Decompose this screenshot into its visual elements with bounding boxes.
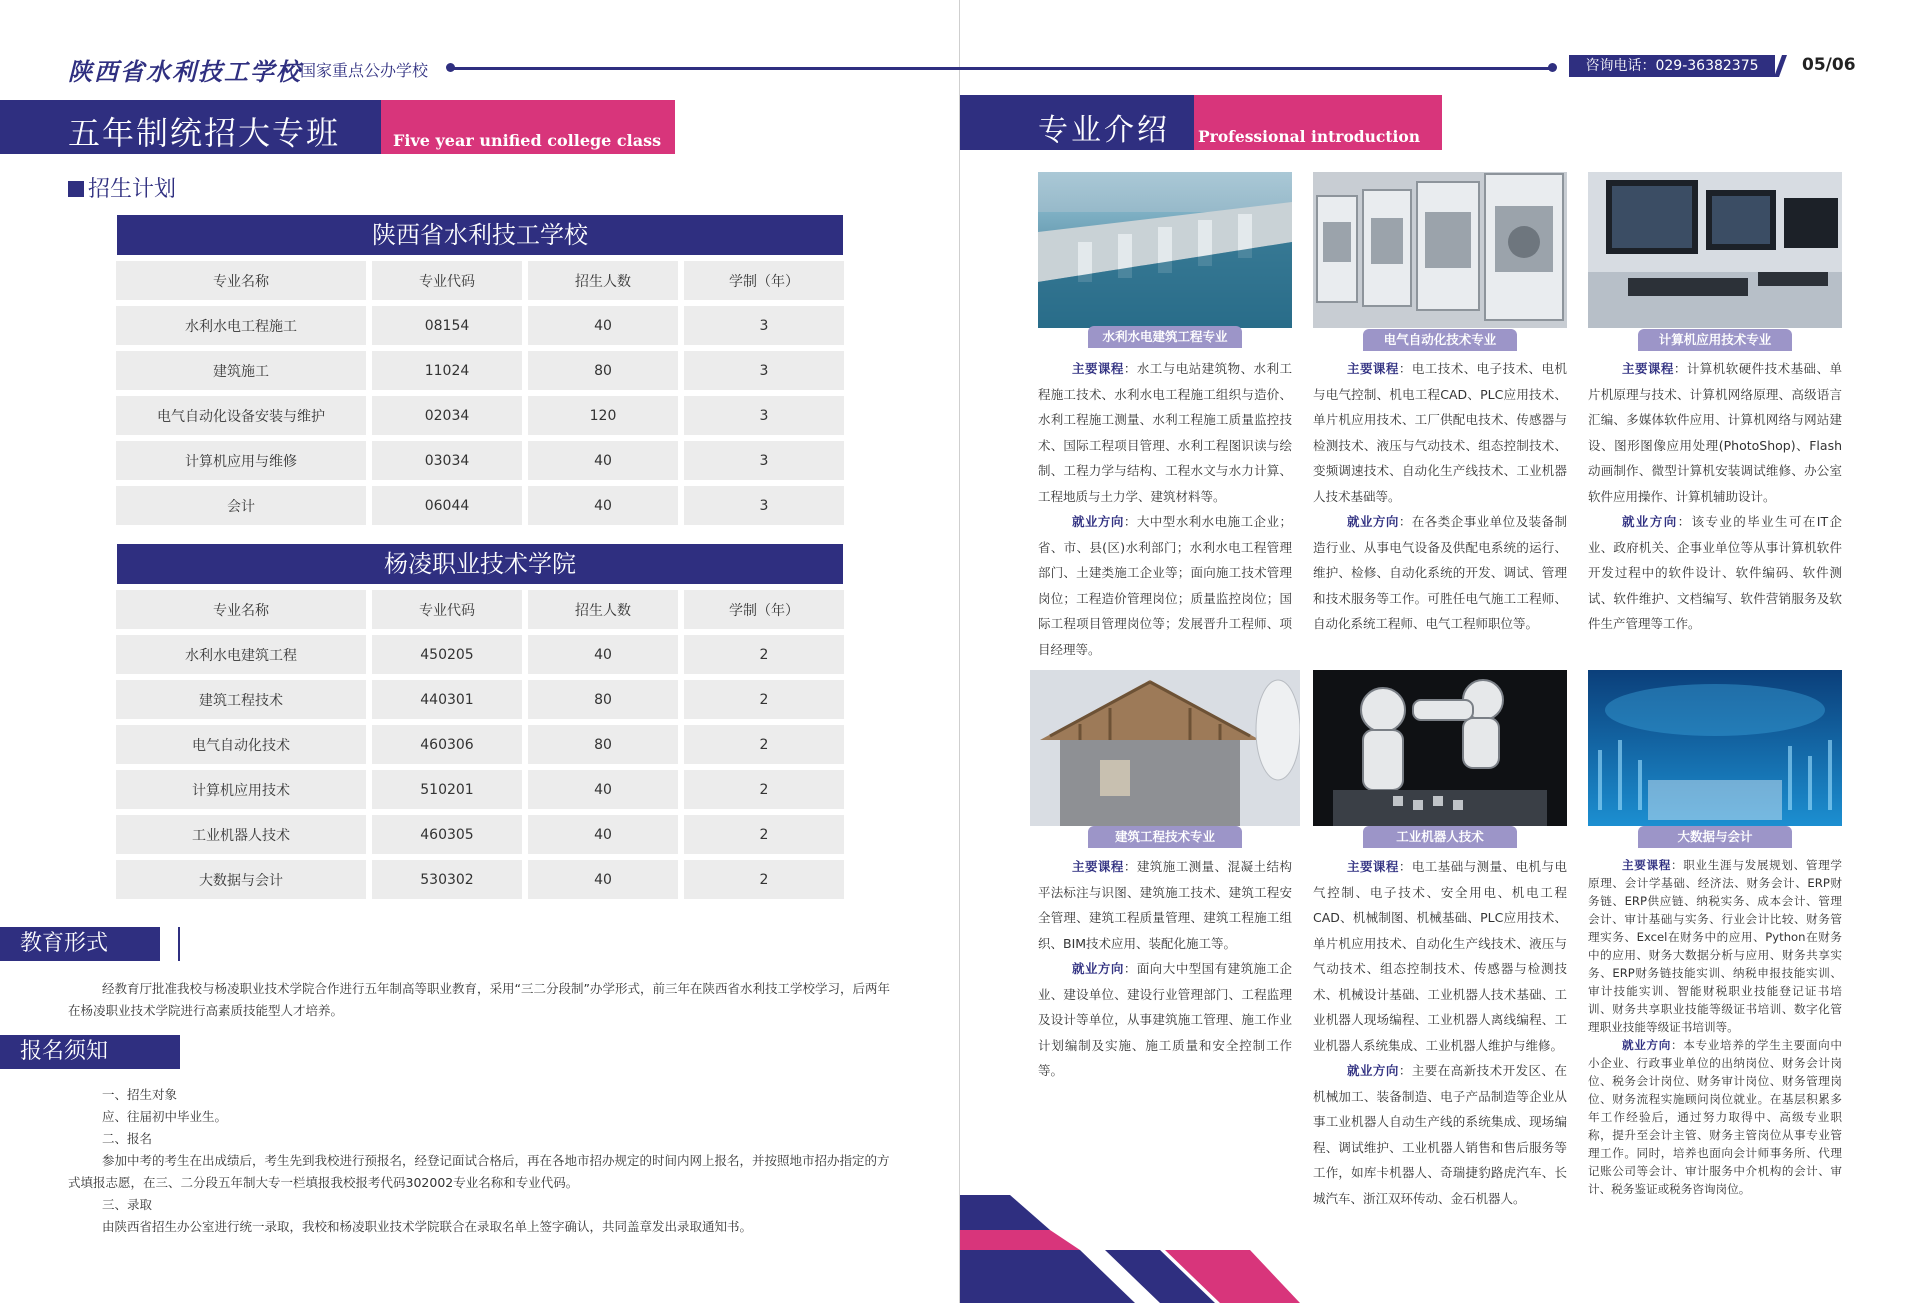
table-cell: 40 xyxy=(528,770,678,809)
major-description: 主要课程：水工与电站建筑物、水利工程施工技术、水利水电工程施工组织与造价、水利工程施工测量、水利工程施工质量监控技术、国际工程项目管理、水利工程图识读与绘制、工程力学与结构、工程水文与水力计算、工程地质与土力学、建筑材料等。 就业方向：大中型水利水电施工企业；省、市、县(区)水利部门；水利水电工程管理部门、土建类施工企业等；面向施工技术管理岗位；工程造价管理岗位；质量监控岗位；国际工程项目管理岗位等；发展晋升工程师、项目经理等。 xyxy=(1038,361,1292,657)
table-row xyxy=(116,860,844,899)
decorative-corner-shapes xyxy=(960,1190,1300,1303)
school-tagline: 国家重点公办学校 xyxy=(300,61,429,80)
table-cell: 11024 xyxy=(372,351,522,390)
table-row xyxy=(116,351,844,390)
table-cell: 2 xyxy=(684,860,844,899)
table-cell: 2 xyxy=(684,635,844,674)
table-cell: 建筑工程技术 xyxy=(116,680,366,719)
table-cell: 02034 xyxy=(372,396,522,435)
education-text: 经教育厅批准我校与杨凌职业技术学院合作进行五年制高等职业教育，采用“三二分段制”办学形式，前三年在陕西省水利技工学校学习，后两年在杨凌职业技术学院进行高素质技能型人才培养。 xyxy=(68,981,890,1018)
major-label: 计算机应用技术专业 xyxy=(1638,329,1792,351)
registration-notes xyxy=(68,1084,894,1238)
table-cell: 120 xyxy=(528,396,678,435)
table-cell: 460306 xyxy=(372,725,522,764)
table-cell: 08154 xyxy=(372,306,522,345)
page-spread-divider xyxy=(959,0,960,1303)
major-description: 主要课程：建筑施工测量、混凝土结构平法标注与识图、建筑施工技术、建筑工程安全管理、建筑工程质量管理、建筑工程施工组织、BIM技术应用、装配化施工等。 就业方向：面向大中型国有建筑施工企业、建设单位、建设行业管理部门、工程监理及设计等单位，从事建筑施工管理、施工作业计划编制及实施、施工质量和安全控制工作等。 xyxy=(1038,859,1292,1078)
square-bullet-icon xyxy=(68,181,84,197)
table-cell: 电气自动化设备安装与维护 xyxy=(116,396,366,435)
section-banner-right xyxy=(960,95,1194,150)
banner-title-cn: 专业介绍 xyxy=(1038,113,1170,148)
reg-line: 三、录取 xyxy=(102,1197,153,1212)
slash-divider xyxy=(1774,55,1787,77)
table-cell: 40 xyxy=(528,441,678,480)
table-cell: 40 xyxy=(528,486,678,525)
education-heading: 教育形式 xyxy=(0,927,180,961)
enrollment-table-yangling xyxy=(110,584,850,905)
banner-title-en: Professional introduction xyxy=(1198,127,1420,146)
electrical-cabinets-image xyxy=(1313,172,1567,328)
table-cell: 510201 xyxy=(372,770,522,809)
table-cell: 2 xyxy=(684,680,844,719)
table-row xyxy=(116,306,844,345)
reg-line: 由陕西省招生办公室进行统一录取，我校和杨凌职业技术学院联合在录取名单上签字确认，共同盖章发出录取通知书。 xyxy=(102,1219,753,1234)
table-cell: 40 xyxy=(528,815,678,854)
major-description: 主要课程：电工基础与测量、电机与电气控制、电子技术、安全用电、机电工程CAD、机械制图、机械基础、PLC应用技术、单片机应用技术、自动化生产线技术、液压与气动技术、组态控制技术、传感器与检测技术、机械设计基础、工业机器人技术基础、工业机器人现场编程、工业机器人离线编程、工业机器人系统集成、工业机器人维护与维修。 就业方向：主要在高新技术开发区、在机械加工、装备制造、电子产品制造等企业从事工业机器人自动生产线的系统集成、现场编程、调试维护、工业机器人销售和售后服务等工作，如库卡机器人、奇瑞捷豹路虎汽车、长城汽车、浙江双环传动、金石机器人。 xyxy=(1313,859,1567,1206)
industrial-robot-image xyxy=(1313,670,1567,826)
major-label: 电气自动化技术专业 xyxy=(1363,329,1517,351)
table-header-cell: 学制（年） xyxy=(684,590,844,629)
table-cell: 80 xyxy=(528,351,678,390)
table-cell: 40 xyxy=(528,635,678,674)
header-line-dot-right xyxy=(1548,63,1557,72)
reg-line: 应、往届初中毕业生。 xyxy=(102,1109,228,1124)
table-cell: 水利水电工程施工 xyxy=(116,306,366,345)
table-header-cell: 专业代码 xyxy=(372,261,522,300)
table-cell: 80 xyxy=(528,725,678,764)
major-label: 水利水电建筑工程专业 xyxy=(1088,326,1242,348)
table-header-cell: 招生人数 xyxy=(528,590,678,629)
table-cell: 450205 xyxy=(372,635,522,674)
table-cell: 水利水电建筑工程 xyxy=(116,635,366,674)
table-cell: 2 xyxy=(684,725,844,764)
table-cell: 460305 xyxy=(372,815,522,854)
table-cell: 40 xyxy=(528,306,678,345)
table-row xyxy=(116,635,844,674)
enrollment-plan-heading: 招生计划 xyxy=(68,172,176,203)
big-data-image xyxy=(1588,670,1842,826)
table-row xyxy=(116,680,844,719)
banner-title-cn: 五年制统招大专班 xyxy=(68,114,341,152)
section-banner-left xyxy=(0,100,381,154)
table1-title: 陕西省水利技工学校 xyxy=(117,215,843,255)
table-cell: 计算机应用与维修 xyxy=(116,441,366,480)
major-description: 主要课程：电工技术、电子技术、电机与电气控制、机电工程CAD、PLC应用技术、单片机应用技术、工厂供配电技术、传感器与检测技术、液压与气动技术、组态控制技术、变频调速技术、自动化生产线技术、工业机器人技术基础等。 就业方向：在各类企事业单位及装备制造行业、从事电气设备及供配电系统的运行、维护、检修、自动化系统的开发、调试、管理和技术服务等工作。可胜任电气施工工程师、自动化系统工程师、电气工程师职位等。 xyxy=(1313,361,1567,631)
table-cell: 2 xyxy=(684,815,844,854)
major-label: 工业机器人技术 xyxy=(1363,826,1517,848)
table-cell: 80 xyxy=(528,680,678,719)
school-logo: 陕西省水利技工学校 xyxy=(68,57,302,86)
table-cell: 计算机应用技术 xyxy=(116,770,366,809)
table-cell: 工业机器人技术 xyxy=(116,815,366,854)
reg-line: 二、报名 xyxy=(102,1131,153,1146)
reg-line: 参加中考的考生在出成绩后，考生先到我校进行预报名，经登记面试合格后，再在各地市招办规定的时间内网上报名，并按照地市招办指定的方式填报志愿，在三、二分段五年制大专一栏填报我校报考代码302002专业名称和专业代码。 xyxy=(68,1153,890,1190)
table-header-cell: 专业代码 xyxy=(372,590,522,629)
major-label: 建筑工程技术专业 xyxy=(1088,826,1242,848)
table-cell: 电气自动化技术 xyxy=(116,725,366,764)
table-cell: 3 xyxy=(684,486,844,525)
table-cell: 3 xyxy=(684,441,844,480)
major-description: 主要课程：计算机软硬件技术基础、单片机原理与技术、计算机网络原理、高级语言汇编、多媒体软件应用、计算机网络与网站建设、图形图像应用处理(PhotoShop)、Flash动画制作、微型计算机安装调试维修、办公室软件应用操作、计算机辅助设计。 就业方向：该专业的毕业生可在IT企业、政府机关、企事业单位等从事计算机软件开发过程中的软件设计、软件编码、软件测试、软件维护、文档编写、软件营销服务及软件生产管理等工作。 xyxy=(1588,361,1842,631)
table-cell: 40 xyxy=(528,860,678,899)
table-row xyxy=(116,815,844,854)
major-label: 大数据与会计 xyxy=(1638,826,1792,848)
reg-line: 一、招生对象 xyxy=(102,1087,178,1102)
table-cell: 3 xyxy=(684,351,844,390)
major-description: 主要课程：职业生涯与发展规划、管理学原理、会计学基础、经济法、财务会计、ERP财务链、ERP供应链、纳税实务、成本会计、管理会计、审计基础与实务、行业会计比较、财务管理实务、Excel在财务中的应用、Python在财务中的应用、财务大数据分析与应用、财务共享实务、ERP财务链技能实训、纳税申报技能实训、审计技能实训、智能财税职业技能登记证书培训、财务共享职业技能等级证书培训、数字化管理职业技能等级证书培训等。 就业方向：本专业培养的学生主要面向中小企业、行政事业单位的出纳岗位、财务会计岗位、税务会计岗位、财务审计岗位、财务管理岗位、财务流程实施顾问岗位就业。在基层积累多年工作经验后，通过努力取得中、高级专业职称，提升至会计主管、财务主管岗位从事专业管理工作。同时，培养也面向会计师事务所、代理记账公司等会计、审计服务中介机构的会计、审计、税务鉴证或税务咨询岗位。 xyxy=(1588,858,1842,1196)
table-cell: 3 xyxy=(684,306,844,345)
table-cell: 530302 xyxy=(372,860,522,899)
house-construction-image xyxy=(1030,670,1300,826)
table-row xyxy=(116,486,844,525)
header-rule xyxy=(450,67,1550,70)
phone-number: 咨询电话：029-36382375 xyxy=(1569,55,1775,77)
table-header-cell: 招生人数 xyxy=(528,261,678,300)
table2-title: 杨凌职业技术学院 xyxy=(117,544,843,584)
banner-title-en: Five year unified college class xyxy=(393,131,662,150)
page-numbers: 05/06 xyxy=(1802,55,1856,75)
table-cell: 2 xyxy=(684,770,844,809)
table-row xyxy=(116,725,844,764)
enrollment-table-shaanxi xyxy=(110,255,850,531)
hydropower-dam-image xyxy=(1038,172,1292,328)
banner-english-box xyxy=(1194,95,1442,150)
table-row xyxy=(116,396,844,435)
table-header-cell: 学制（年） xyxy=(684,261,844,300)
table-cell: 03034 xyxy=(372,441,522,480)
table-cell: 440301 xyxy=(372,680,522,719)
table-cell: 3 xyxy=(684,396,844,435)
table-header-cell: 专业名称 xyxy=(116,590,366,629)
table-row xyxy=(116,770,844,809)
table-cell: 会计 xyxy=(116,486,366,525)
table-row xyxy=(116,441,844,480)
table-cell: 大数据与会计 xyxy=(116,860,366,899)
banner-english-box xyxy=(381,100,675,154)
registration-heading: 报名须知 xyxy=(0,1035,180,1069)
computer-lab-image xyxy=(1588,172,1842,328)
table-cell: 建筑施工 xyxy=(116,351,366,390)
table-header-cell: 专业名称 xyxy=(116,261,366,300)
table-cell: 06044 xyxy=(372,486,522,525)
